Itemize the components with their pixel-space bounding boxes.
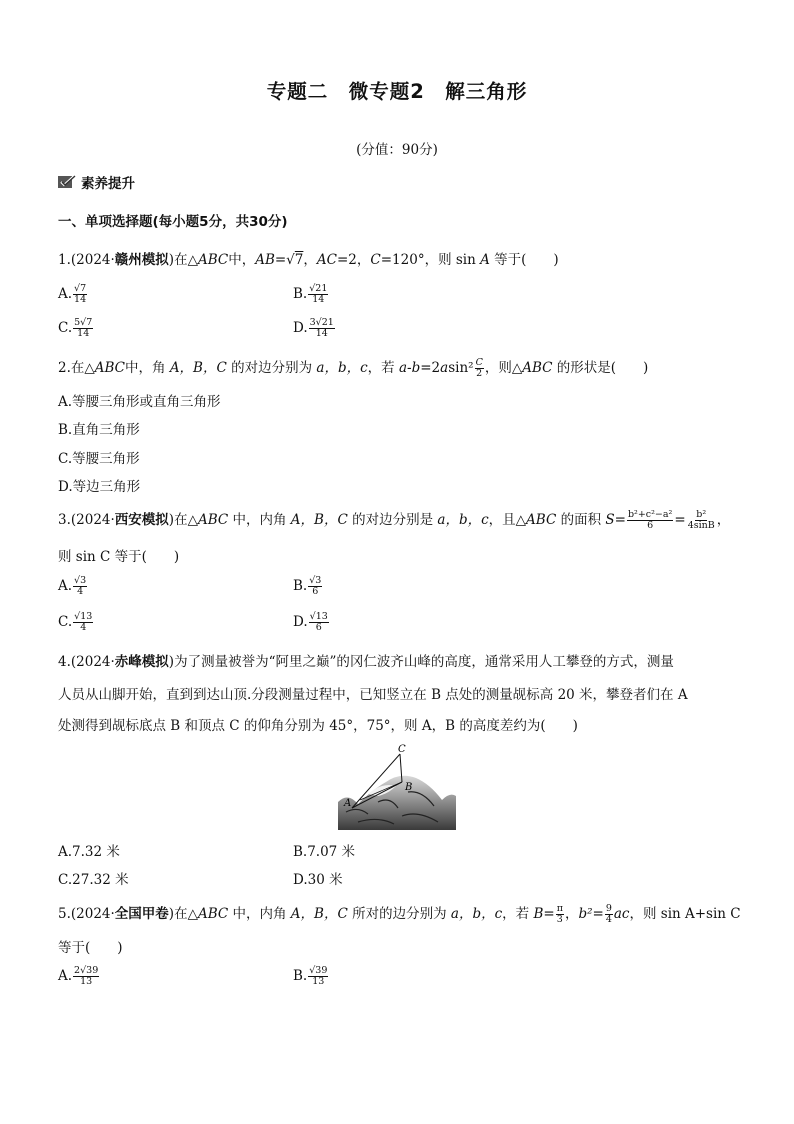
question-3-option-d[interactable]: D. $\frac{√13}{6}$ (293, 611, 328, 633)
question-1-option-c[interactable]: C. $\frac{5√7}{14}$ (58, 317, 93, 339)
page-title: 专题二 微专题2 解三角形 (266, 80, 528, 103)
section-label-text: 素养提升 (81, 176, 135, 192)
question-4-stem-line-3: 处测得到觇标底点 B 和顶点 C 的仰角分别为 45°，75°，则 A，B 的高度差约为( ) (58, 718, 578, 734)
question-3-stem-line-1: 3.(2024·西安模拟)在△ABC 中，内角 A，B，C 的对边分别是 a，b，c，且△ABC 的面积 S= $\frac{\text{b²+c²−a²}}{6}$ = $\frac{\text{b²}}{4\sin B}$ ， (58, 509, 731, 531)
question-4-option-c[interactable]: C.27.32 米 (58, 872, 129, 888)
question-3-option-a[interactable]: A. $\frac{√3}{4}$ (58, 575, 87, 597)
question-3-option-c[interactable]: C. $\frac{√13}{4}$ (58, 611, 93, 633)
figure-label-a: A (344, 798, 352, 809)
score-note: (分值：90分) (356, 142, 438, 158)
question-5-option-a[interactable]: A. $\frac{2√39}{13}$ (58, 965, 99, 987)
question-4-stem-line-2: 人员从山脚开始，直到到达山顶.分段测量过程中，已知竖立在 B 点处的测量觇标高 20 米，攀登者们在 A (58, 687, 688, 703)
question-2-stem: 2.在△ABC中，角 A，B，C 的对边分别为 a，b，c，若 a-b=2asin² $\frac{C}{2}$ ，则△ABC 的形状是( ) (58, 357, 649, 379)
question-2-option-c[interactable]: C.等腰三角形 (58, 451, 140, 467)
question-2-option-a[interactable]: A.等腰三角形或直角三角形 (58, 394, 221, 410)
question-4-option-d[interactable]: D.30 米 (293, 872, 343, 888)
section-label (58, 172, 135, 192)
checkmark-icon (58, 175, 76, 189)
question-5-option-b[interactable]: B. $\frac{√39}{13}$ (293, 965, 328, 987)
section-heading: 一、单项选择题(每小题5分，共30分) (58, 214, 288, 230)
question-1-option-b[interactable]: B. $\frac{√21}{14}$ (293, 283, 328, 305)
question-3-option-b[interactable]: B. $\frac{√3}{6}$ (293, 575, 322, 597)
question-2-option-d[interactable]: D.等边三角形 (58, 479, 141, 495)
figure-label-c: C (398, 744, 406, 755)
mountain-figure (338, 742, 456, 830)
question-1-stem: 1.(2024·赣州模拟)在△ABC中，AB=√7，AC=2，C=120°，则 sin A 等于( ) (58, 252, 559, 268)
question-5-stem-line-2: 等于( ) (58, 940, 123, 956)
question-4-option-a[interactable]: A.7.32 米 (58, 844, 120, 860)
question-2-option-b[interactable]: B.直角三角形 (58, 422, 140, 438)
question-4-option-b[interactable]: B.7.07 米 (293, 844, 356, 860)
question-1-option-d[interactable]: D. $\frac{3√21}{14}$ (293, 317, 334, 339)
figure-label-b: B (405, 782, 413, 793)
question-3-stem-line-2: 则 sin C 等于( ) (58, 549, 180, 565)
question-5-stem-line-1: 5.(2024·全国甲卷)在△ABC 中，内角 A，B，C 所对的边分别为 a，b，c，若 B= $\frac{\pi}{3}$ ，b²= $\frac{9}{4}$ ac，则 sin A+sin C (58, 903, 741, 925)
question-4-stem-line-1: 4.(2024·赤峰模拟)为了测量被誉为“阿里之巅”的冈仁波齐山峰的高度，通常采用人工攀登的方式，测量 (58, 654, 674, 670)
question-1-option-a[interactable]: A. $\frac{√7}{14}$ (58, 283, 87, 305)
